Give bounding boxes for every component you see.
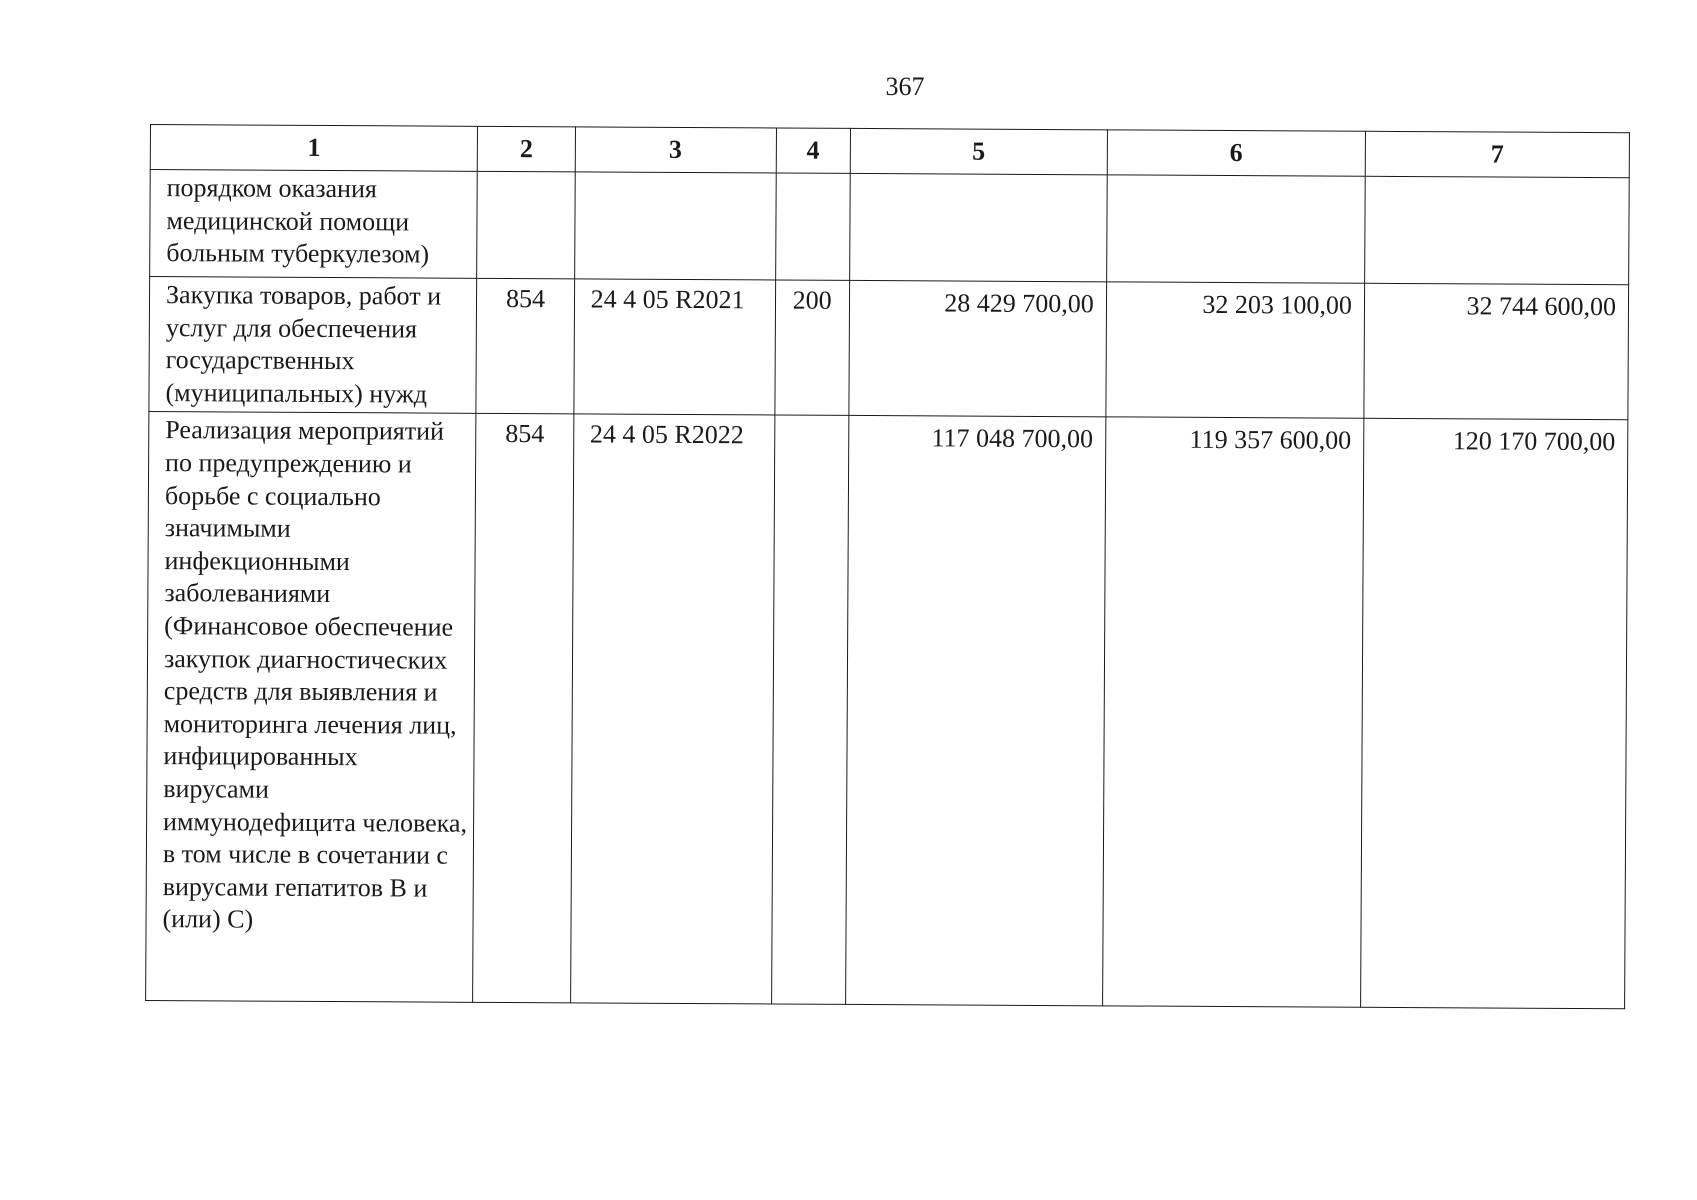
amount-year2-cell: 119 357 600,00: [1102, 417, 1363, 1007]
column-header-3: 3: [575, 127, 776, 173]
target-article-cell: 24 4 05 R2022: [570, 414, 774, 1004]
row-name-cell: порядком оказания медицинской помощи больным туберкулезом): [150, 170, 478, 279]
expense-type-cell: [775, 173, 850, 280]
expense-type-cell: [771, 415, 849, 1004]
budget-table: [145, 124, 1630, 1010]
row-name-cell: Закупка товаров, работ и услуг для обеспечения государственных (муниципальных) нужд: [149, 277, 477, 414]
column-header-4: 4: [776, 128, 851, 173]
amount-year1-cell: 28 429 700,00: [849, 280, 1107, 417]
amount-year2-cell: [1106, 175, 1365, 283]
column-header-1: 1: [150, 125, 478, 172]
target-article-cell: [574, 172, 775, 280]
amount-year3-cell: 120 170 700,00: [1360, 419, 1627, 1009]
ministry-code-cell: [477, 171, 575, 279]
column-header-5: 5: [850, 128, 1107, 174]
amount-year1-cell: [849, 173, 1107, 281]
ministry-code-cell: 854: [476, 278, 574, 414]
ministry-code-cell: 854: [473, 414, 574, 1004]
column-header-6: 6: [1107, 130, 1365, 176]
amount-year3-cell: 32 744 600,00: [1364, 283, 1629, 420]
table-row: [150, 170, 1630, 285]
table-row: [149, 277, 1629, 421]
amount-year1-cell: 117 048 700,00: [845, 416, 1105, 1006]
expense-type-cell: 200: [774, 280, 849, 416]
target-article-cell: 24 4 05 R2021: [574, 279, 776, 415]
page-number: 367: [885, 72, 925, 101]
column-header-7: 7: [1365, 131, 1629, 177]
row-name-cell: Реализация мероприятий по предупреждению и борьбе с социально значимыми инфекционными заболеваниями (Финансовое обеспечение закупок диагностических средств для выявления и мониторинга лечения лиц, инфицированных вирусами иммунодефицита человека, в том числе в сочетании с вирусами гепатитов B и (или) C): [146, 412, 477, 1003]
column-header-2: 2: [478, 126, 576, 172]
table-row: [146, 412, 1628, 1009]
amount-year2-cell: 32 203 100,00: [1106, 282, 1365, 419]
amount-year3-cell: [1365, 176, 1630, 284]
